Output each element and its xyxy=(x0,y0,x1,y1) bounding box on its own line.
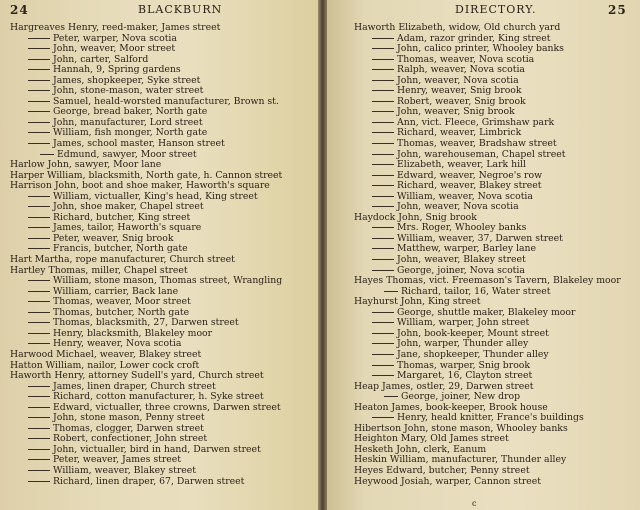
right-entry-list xyxy=(354,23,636,487)
ditto-dash xyxy=(28,248,50,249)
directory-entry xyxy=(354,139,636,150)
directory-entry xyxy=(10,150,310,161)
entry-text: Henry, weaver, Nova scotia xyxy=(53,339,182,350)
directory-entry xyxy=(354,255,636,266)
right-page xyxy=(327,0,640,510)
directory-entry xyxy=(10,297,310,308)
ditto-dash xyxy=(28,481,50,482)
ditto-dash xyxy=(28,101,50,102)
entry-text: Margaret, 16, Clayton street xyxy=(397,371,533,382)
entry-text: Hesketh John, clerk, Eanum xyxy=(354,444,487,455)
directory-entry xyxy=(10,244,310,255)
entry-text: Francis, butcher, North gate xyxy=(53,244,188,255)
entry-text: Hatton William, nailor, Lower cock croft xyxy=(10,360,200,371)
directory-entry xyxy=(10,107,310,118)
directory-entry xyxy=(354,297,636,308)
directory-entry xyxy=(10,192,310,203)
entry-text: George, shuttle maker, Blakeley moor xyxy=(397,307,576,318)
ditto-dash xyxy=(28,38,50,39)
ditto-dash xyxy=(372,143,394,144)
ditto-dash xyxy=(28,238,50,239)
ditto-dash xyxy=(372,227,394,228)
entry-text: Robert, confectioner, John street xyxy=(53,434,208,445)
ditto-dash xyxy=(372,164,394,165)
ditto-dash xyxy=(28,80,50,81)
entry-text: William, weaver, Blakey street xyxy=(53,465,197,476)
directory-entry xyxy=(10,213,310,224)
directory-entry xyxy=(354,350,636,361)
directory-entry xyxy=(354,361,636,372)
ditto-dash xyxy=(372,111,394,112)
entry-text: John, carter, Salford xyxy=(53,54,149,65)
entry-text: Thomas, clogger, Darwen street xyxy=(53,423,204,434)
entry-text: Ralph, weaver, Nova scotia xyxy=(397,65,525,76)
directory-entry xyxy=(354,160,636,171)
entry-text: Ann, vict. Fleece, Grimshaw park xyxy=(397,117,555,128)
entry-text: Heighton Mary, Old James street xyxy=(354,434,509,445)
signature-mark: c xyxy=(472,499,477,508)
directory-entry xyxy=(10,202,310,213)
entry-text: James, linen draper, Church street xyxy=(53,381,216,392)
entry-text: Peter, weaver, James street xyxy=(53,455,182,466)
ditto-dash xyxy=(372,417,394,418)
entry-text: John, warehouseman, Chapel street xyxy=(397,149,566,160)
ditto-dash xyxy=(28,459,50,460)
directory-entry xyxy=(354,318,636,329)
directory-entry xyxy=(10,445,310,456)
directory-entry xyxy=(10,128,310,139)
entry-text: Jane, shopkeeper, Thunder alley xyxy=(397,349,549,360)
entry-text: Harlow John, sawyer, Moor lane xyxy=(10,160,162,171)
ditto-dash xyxy=(372,175,394,176)
entry-text: John, calico printer, Whooley banks xyxy=(397,44,564,55)
ditto-dash xyxy=(28,407,50,408)
entry-text: Thomas, weaver, Moor street xyxy=(53,297,191,308)
ditto-dash xyxy=(28,227,50,228)
entry-text: Adam, razor grinder, King street xyxy=(397,33,551,44)
directory-entry xyxy=(10,361,310,372)
entry-text: Richard, linen draper, 67, Darwen street xyxy=(53,476,245,487)
entry-text: Haworth Henry, attorney Sudell's yard, Church street xyxy=(10,371,264,382)
entry-text: George, joiner, Nova scotia xyxy=(397,265,525,276)
directory-entry xyxy=(354,287,636,298)
directory-entry xyxy=(10,392,310,403)
entry-text: William, carrier, Back lane xyxy=(53,286,179,297)
directory-entry xyxy=(10,424,310,435)
directory-entry xyxy=(354,424,636,435)
ditto-dash xyxy=(372,90,394,91)
entry-text: Harrison John, boot and shoe maker, Haworth's square xyxy=(10,181,270,192)
directory-entry xyxy=(354,234,636,245)
directory-entry xyxy=(10,455,310,466)
directory-entry xyxy=(354,128,636,139)
ditto-dash xyxy=(372,343,394,344)
directory-entry xyxy=(354,308,636,319)
entry-text: John, weaver, Nova scotia xyxy=(397,75,519,86)
entry-text: John, weaver, Blakey street xyxy=(397,255,526,266)
ditto-dash xyxy=(28,143,50,144)
directory-entry xyxy=(10,466,310,477)
entry-text: John, weaver, Nova scotia xyxy=(397,202,519,213)
left-running-head: BLACKBURN xyxy=(138,3,223,16)
directory-entry xyxy=(354,266,636,277)
entry-text: George, bread baker, North gate xyxy=(53,107,208,118)
entry-text: Thomas, warper, Snig brook xyxy=(397,360,531,371)
ditto-dash xyxy=(28,322,50,323)
directory-entry xyxy=(354,276,636,287)
ditto-dash xyxy=(372,154,394,155)
ditto-dash xyxy=(28,438,50,439)
directory-entry xyxy=(354,171,636,182)
directory-entry xyxy=(10,160,310,171)
directory-entry xyxy=(354,86,636,97)
ditto-dash xyxy=(372,69,394,70)
ditto-dash xyxy=(372,270,394,271)
entry-text: Heaton James, book-keeper, Brook house xyxy=(354,402,548,413)
ditto-dash xyxy=(28,417,50,418)
entry-text: Edward, victualler, three crowns, Darwen street xyxy=(53,402,281,413)
entry-text: Richard, butcher, King street xyxy=(53,212,191,223)
directory-entry xyxy=(354,392,636,403)
ditto-dash xyxy=(372,259,394,260)
entry-text: Richard, cotton manufacturer, h. Syke street xyxy=(53,392,264,403)
entry-text: Harper William, blacksmith, North gate, h. Cannon street xyxy=(10,170,283,181)
entry-text: Elizabeth, weaver, Lark hill xyxy=(397,160,527,171)
directory-entry xyxy=(354,97,636,108)
entry-text: William, warper, John street xyxy=(397,318,530,329)
directory-entry xyxy=(10,318,310,329)
directory-entry xyxy=(354,65,636,76)
entry-text: Hannah, 9, Spring gardens xyxy=(53,65,181,76)
entry-text: Richard, tailor, 16, Water street xyxy=(401,286,551,297)
left-entry-list xyxy=(10,23,310,487)
entry-text: Hibertson John, stone mason, Whooley banks xyxy=(354,423,568,434)
entry-text: Heap James, ostler, 29, Darwen street xyxy=(354,381,534,392)
directory-entry xyxy=(354,403,636,414)
directory-entry xyxy=(354,477,636,488)
entry-text: James, tailor, Haworth's square xyxy=(53,223,202,234)
ditto-dash xyxy=(28,386,50,387)
ditto-dash xyxy=(372,375,394,376)
directory-entry xyxy=(10,181,310,192)
directory-entry xyxy=(10,329,310,340)
entry-text: Mrs. Roger, Whooley banks xyxy=(397,223,527,234)
entry-text: William, victualler, King's head, King street xyxy=(53,191,258,202)
directory-entry xyxy=(10,413,310,424)
entry-text: William, stone mason, Thomas street, Wrangling xyxy=(53,276,283,287)
ditto-dash xyxy=(28,90,50,91)
entry-text: John, book-keeper, Mount street xyxy=(397,328,549,339)
entry-text: Hart Martha, rope manufacturer, Church street xyxy=(10,255,235,266)
ditto-dash xyxy=(28,470,50,471)
ditto-dash xyxy=(28,428,50,429)
ditto-dash xyxy=(28,291,50,292)
ditto-dash xyxy=(40,154,54,155)
directory-entry xyxy=(10,308,310,319)
directory-entry xyxy=(10,223,310,234)
ditto-dash xyxy=(372,38,394,39)
directory-entry xyxy=(354,445,636,456)
left-page-number: 24 xyxy=(10,3,29,17)
entry-text: Haworth Elizabeth, widow, Old church yard xyxy=(354,23,561,33)
directory-entry xyxy=(354,150,636,161)
ditto-dash xyxy=(28,48,50,49)
entry-text: Peter, weaver, Snig brook xyxy=(53,233,174,244)
ditto-dash xyxy=(28,343,50,344)
directory-entry xyxy=(10,118,310,129)
entry-text: Robert, weaver, Snig brook xyxy=(397,96,526,107)
entry-text: George, joiner, New drop xyxy=(401,392,521,403)
entry-text: Haydock John, Snig brook xyxy=(354,212,477,223)
directory-entry xyxy=(10,339,310,350)
directory-entry xyxy=(354,434,636,445)
directory-entry xyxy=(10,234,310,245)
right-page-number: 25 xyxy=(608,3,627,17)
entry-text: Peter, warper, Nova scotia xyxy=(53,33,177,44)
ditto-dash xyxy=(372,185,394,186)
directory-entry xyxy=(354,466,636,477)
ditto-dash xyxy=(372,333,394,334)
directory-entry xyxy=(354,223,636,234)
directory-entry xyxy=(354,118,636,129)
entry-text: John, victualler, bird in hand, Darwen street xyxy=(53,444,261,455)
ditto-dash xyxy=(372,132,394,133)
entry-text: James, shopkeeper, Syke street xyxy=(53,75,201,86)
entry-text: James, school master, Hanson street xyxy=(53,139,225,150)
directory-entry xyxy=(10,382,310,393)
ditto-dash xyxy=(372,238,394,239)
directory-entry xyxy=(354,202,636,213)
ditto-dash xyxy=(372,101,394,102)
entry-text: Hartley Thomas, miller, Chapel street xyxy=(10,265,188,276)
entry-text: Richard, weaver, Limbrick xyxy=(397,128,522,139)
entry-text: John, stone-mason, water street xyxy=(53,86,204,97)
directory-entry xyxy=(354,371,636,382)
directory-entry xyxy=(10,97,310,108)
entry-text: Hargreaves Henry, reed-maker, James street xyxy=(10,23,221,33)
ditto-dash xyxy=(372,365,394,366)
entry-text: Thomas, blacksmith, 27, Darwen street xyxy=(53,318,239,329)
directory-entry xyxy=(354,55,636,66)
ditto-dash xyxy=(372,248,394,249)
directory-entry xyxy=(354,23,636,34)
book-gutter xyxy=(318,0,327,510)
entry-text: Harwood Michael, weaver, Blakey street xyxy=(10,349,202,360)
entry-text: John, weaver, Snig brook xyxy=(397,107,515,118)
directory-entry xyxy=(354,413,636,424)
directory-entry xyxy=(10,350,310,361)
ditto-dash xyxy=(28,396,50,397)
ditto-dash xyxy=(28,280,50,281)
directory-entry xyxy=(10,403,310,414)
ditto-dash xyxy=(372,80,394,81)
entry-text: Heskin William, manufacturer, Thunder alley xyxy=(354,455,567,466)
ditto-dash xyxy=(384,396,398,397)
entry-text: John, stone mason, Penny street xyxy=(53,413,205,424)
entry-text: Henry, blacksmith, Blakeley moor xyxy=(53,328,213,339)
entry-text: Thomas, butcher, North gate xyxy=(53,307,190,318)
ditto-dash xyxy=(372,48,394,49)
directory-entry xyxy=(10,86,310,97)
directory-entry xyxy=(10,65,310,76)
directory-entry xyxy=(354,44,636,55)
directory-entry xyxy=(354,382,636,393)
ditto-dash xyxy=(28,69,50,70)
entry-text: Thomas, weaver, Nova scotia xyxy=(397,54,535,65)
entry-text: Edward, weaver, Negroe's row xyxy=(397,170,543,181)
entry-text: Samuel, heald-worsted manufacturer, Brown st. xyxy=(53,96,279,107)
directory-entry xyxy=(10,266,310,277)
entry-text: John, weaver, Moor street xyxy=(53,44,176,55)
right-running-head: DIRECTORY. xyxy=(455,3,537,16)
directory-entry xyxy=(10,76,310,87)
directory-entry xyxy=(10,23,310,34)
directory-entry xyxy=(354,107,636,118)
directory-entry xyxy=(10,434,310,445)
ditto-dash xyxy=(372,59,394,60)
entry-text: Heywood Josiah, warper, Cannon street xyxy=(354,476,542,487)
directory-entry xyxy=(10,44,310,55)
ditto-dash xyxy=(28,449,50,450)
ditto-dash xyxy=(372,312,394,313)
directory-entry xyxy=(10,34,310,45)
entry-text: John, warper, Thunder alley xyxy=(397,339,529,350)
ditto-dash xyxy=(28,122,50,123)
directory-entry xyxy=(354,76,636,87)
directory-entry xyxy=(10,171,310,182)
ditto-dash xyxy=(28,333,50,334)
ditto-dash xyxy=(384,291,398,292)
directory-entry xyxy=(10,287,310,298)
directory-entry xyxy=(10,371,310,382)
ditto-dash xyxy=(372,206,394,207)
entry-text: Henry, weaver, Snig brook xyxy=(397,86,522,97)
ditto-dash xyxy=(28,111,50,112)
entry-text: William, weaver, 37, Darwen street xyxy=(397,233,563,244)
directory-entry xyxy=(10,139,310,150)
entry-text: Matthew, warper, Barley lane xyxy=(397,244,537,255)
directory-entry xyxy=(354,181,636,192)
directory-entry xyxy=(354,34,636,45)
entry-text: Henry, heald knitter, France's buildings xyxy=(397,413,584,424)
directory-entry xyxy=(10,255,310,266)
ditto-dash xyxy=(372,122,394,123)
directory-entry xyxy=(354,339,636,350)
ditto-dash xyxy=(372,354,394,355)
directory-entry xyxy=(10,276,310,287)
directory-entry xyxy=(354,455,636,466)
ditto-dash xyxy=(28,206,50,207)
left-page xyxy=(0,0,318,510)
entry-text: Hayhurst John, King street xyxy=(354,297,481,308)
entry-text: William, weaver, Nova scotia xyxy=(397,191,533,202)
ditto-dash xyxy=(28,312,50,313)
ditto-dash xyxy=(372,196,394,197)
entry-text: Edmund, sawyer, Moor street xyxy=(57,149,197,160)
entry-text: Thomas, weaver, Bradshaw street xyxy=(397,139,557,150)
directory-entry xyxy=(354,192,636,203)
ditto-dash xyxy=(28,301,50,302)
ditto-dash xyxy=(28,217,50,218)
entry-text: Hayes Thomas, vict. Freemason's Tavern, Blakeley moor xyxy=(354,276,621,287)
entry-text: Heyes Edward, butcher, Penny street xyxy=(354,465,530,476)
ditto-dash xyxy=(372,322,394,323)
entry-text: William, fish monger, North gate xyxy=(53,128,208,139)
entry-text: John, shoe maker, Chapel street xyxy=(53,202,204,213)
entry-text: Richard, weaver, Blakey street xyxy=(397,181,542,192)
ditto-dash xyxy=(28,132,50,133)
directory-entry xyxy=(10,55,310,66)
directory-entry xyxy=(354,244,636,255)
entry-text: John, manufacturer, Lord street xyxy=(53,117,203,128)
directory-entry xyxy=(10,477,310,488)
directory-entry xyxy=(354,213,636,224)
ditto-dash xyxy=(28,59,50,60)
directory-entry xyxy=(354,329,636,340)
ditto-dash xyxy=(28,196,50,197)
